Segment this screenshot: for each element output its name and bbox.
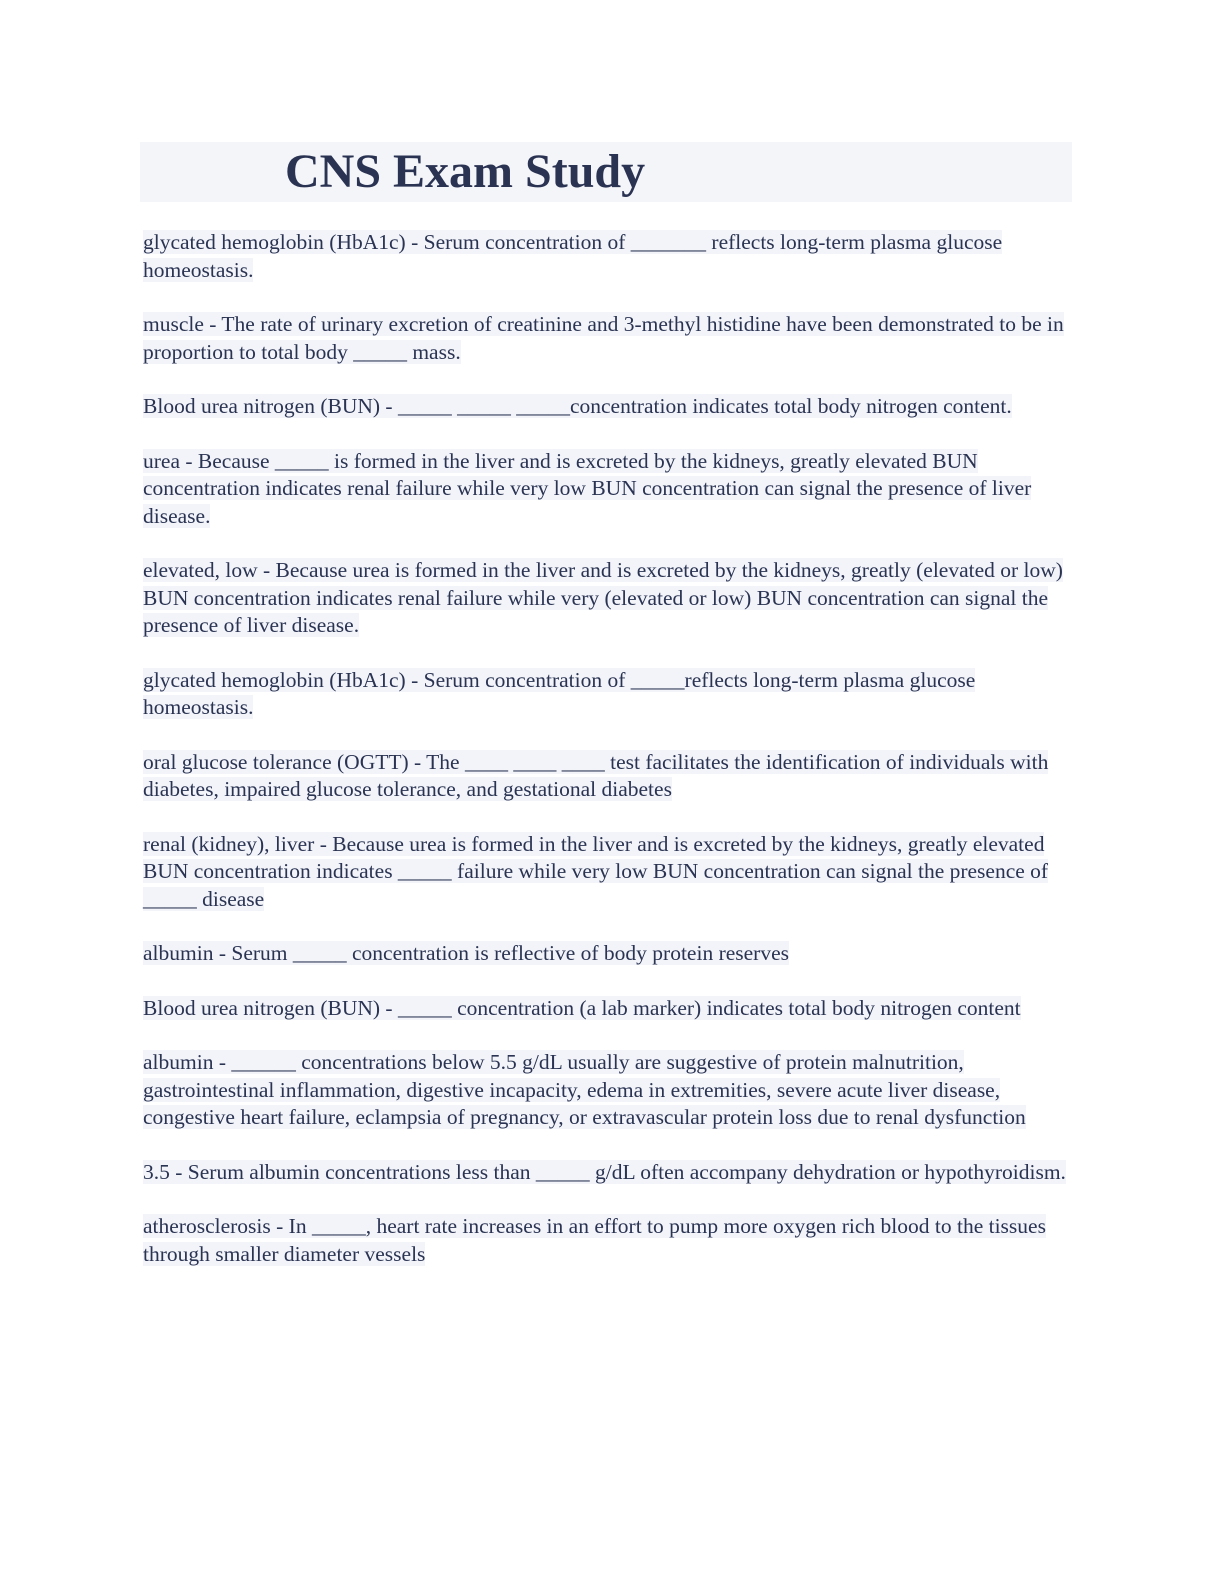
flashcard xyxy=(143,311,1073,366)
flashcard xyxy=(143,229,1073,284)
flashcard xyxy=(143,667,1073,722)
flashcard-list xyxy=(143,229,1073,1295)
flashcard xyxy=(143,1159,1073,1187)
flashcard-text: atherosclerosis - In _____, heart rate increases in an effort to pump more oxygen rich blood to the tissues through smaller diameter vessels xyxy=(143,1214,1046,1266)
flashcard-text: oral glucose tolerance (OGTT) - The ____ ____ ____ test facilitates the identification of individuals with diabetes, impaired glucose tolerance, and gestational diabetes xyxy=(143,749,1049,801)
flashcard-text: renal (kidney), liver - Because urea is formed in the liver and is excreted by the kidneys, greatly elevated BUN concentration indicates _____ failure while very low BUN concentration can signal the presence of _____ disease xyxy=(143,831,1049,911)
flashcard-text: 3.5 - Serum albumin concentrations less than _____ g/dL often accompany dehydration or hypothyroidism. xyxy=(143,1159,1066,1184)
flashcard-text: albumin - ______ concentrations below 5.5 g/dL usually are suggestive of protein malnutrition, gastrointestinal inflammation, digestive incapacity, edema in extremities, severe acute liver disease, congestive heart failure, eclampsia of pregnancy, or extravascular protein loss due to renal dysfunction xyxy=(143,1050,1026,1129)
flashcard-text: glycated hemoglobin (HbA1c) - Serum concentration of _____reflects long-term plasma glucose homeostasis. xyxy=(143,667,976,719)
flashcard xyxy=(143,1213,1073,1268)
flashcard xyxy=(143,995,1073,1023)
flashcard xyxy=(143,749,1073,804)
flashcard-text: muscle - The rate of urinary excretion of creatinine and 3-methyl histidine have been demonstrated to be in proportion to total body _____ mass. xyxy=(143,312,1064,364)
flashcard-text: Blood urea nitrogen (BUN) - _____ _____ _____concentration indicates total body nitrogen content. xyxy=(143,394,1012,418)
flashcard xyxy=(143,831,1073,914)
flashcard-text: glycated hemoglobin (HbA1c) - Serum concentration of _______ reflects long-term plasma glucose homeostasis. xyxy=(143,230,1003,282)
flashcard xyxy=(143,1049,1073,1132)
flashcard-text: elevated, low - Because urea is formed in the liver and is excreted by the kidneys, greatly (elevated or low) BUN concentration indicates renal failure while very (elevated or low) BUN concentration can signal the presence of liver disease. xyxy=(143,558,1063,637)
flashcard xyxy=(143,557,1073,640)
flashcard-text: Blood urea nitrogen (BUN) - _____ concentration (a lab marker) indicates total body nitrogen content xyxy=(143,995,1021,1020)
flashcard-text: urea - Because _____ is formed in the liver and is excreted by the kidneys, greatly elevated BUN concentration indicates renal failure while very low BUN concentration can signal the presence of liver disease. xyxy=(143,448,1032,528)
flashcard-text: albumin - Serum _____ concentration is reflective of body protein reserves xyxy=(143,941,789,965)
flashcard xyxy=(143,940,1073,968)
page-title: CNS Exam Study xyxy=(285,145,646,198)
flashcard xyxy=(143,448,1073,531)
title-banner xyxy=(140,142,1072,202)
flashcard xyxy=(143,393,1073,421)
